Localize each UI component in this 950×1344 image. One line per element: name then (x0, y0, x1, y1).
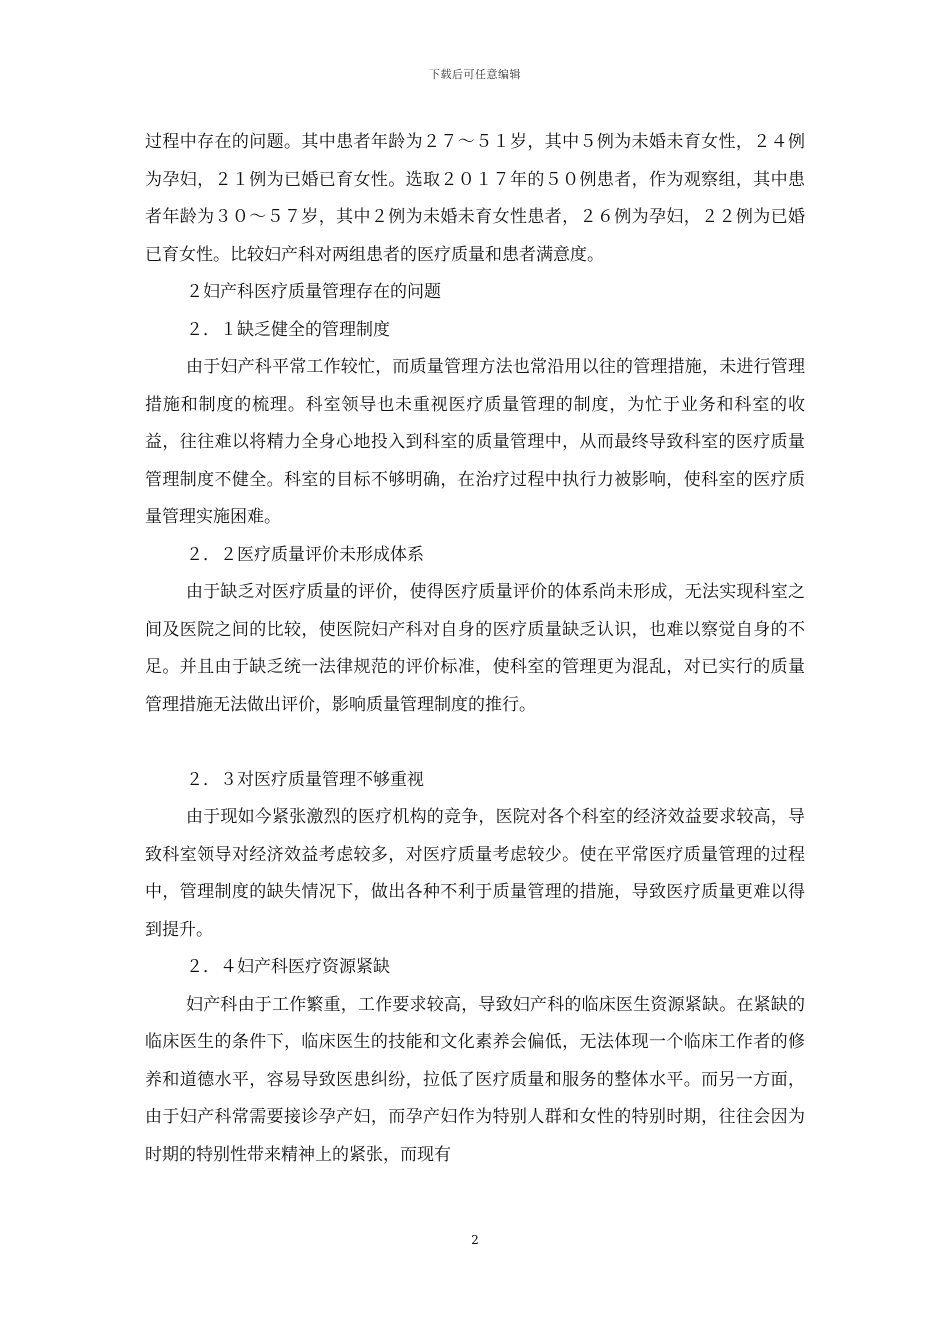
subsection-heading: ２．２医疗质量评价未形成体系 (186, 544, 424, 565)
paragraph: 妇产科由于工作繁重，工作要求较高，导致妇产科的临床医生资源紧缺。在紧缺的临床医生的条件下，临床医生的技能和文化素养会偏低，无法体现一个临床工作者的修养和道德水平，容易导致医患纠纷，拉低了医疗质量和服务的整体水平。而另一方面，由于妇产科常需要接诊孕产妇，而孕产妇作为特别人群和女性的特别时期，往往会因为时期的特别性带来精神上的紧张，而现有 (145, 994, 805, 1165)
blank-line (145, 724, 805, 762)
paragraph: 由于妇产科平常工作较忙，而质量管理方法也常沿用以往的管理措施，未进行管理措施和制度的梳理。科室领导也未重视医疗质量管理的制度，为忙于业务和科室的收益，往往难以将精力全身心地投入到科室的质量管理中，从而最终导致科室的医疗质量管理制度不健全。科室的目标不够明确，在治疗过程中执行力被影响，使科室的医疗质量管理实施困难。 (145, 357, 805, 527)
page-header: 下载后可任意编辑 (429, 68, 521, 81)
document-body (145, 124, 805, 1174)
subsection-heading: ２．１缺乏健全的管理制度 (186, 319, 390, 340)
paragraph: 由于缺乏对医疗质量的评价，使得医疗质量评价的体系尚未形成，无法实现科室之间及医院之间的比较，使医院妇产科对自身的医疗质量缺乏认识，也难以察觉自身的不足。并且由于缺乏统一法律规范的评价标准，使科室的管理更为混乱，对已实行的质量管理措施无法做出评价，影响质量管理制度的推行。 (145, 582, 805, 715)
subsection-heading: ２．４妇产科医疗资源紧缺 (186, 957, 390, 977)
section-heading: ２妇产科医疗质量管理存在的问题 (186, 282, 441, 302)
page-number: 2 (471, 1233, 479, 1247)
paragraph-continued: 过程中存在的问题。其中患者年龄为２７～５１岁，其中５例为未婚未育女性，２４例为孕妇，２１例为已婚已育女性。选取２０１７年的５０例患者，作为观察组，其中患者年龄为３０～５７岁，其中２例为未婚未育女性患者，２６例为孕妇，２２例为已婚已育女性。比较妇产科对两组患者的医疗质量和患者满意度。 (145, 132, 805, 265)
paragraph: 由于现如今紧张激烈的医疗机构的竞争，医院对各个科室的经济效益要求较高，导致科室领导对经济效益考虑较多，对医疗质量考虑较少。使在平常医疗质量管理的过程中，管理制度的缺失情况下，做出各种不利于质量管理的措施，导致医疗质量更难以得到提升。 (145, 807, 805, 940)
subsection-heading: ２．３对医疗质量管理不够重视 (186, 769, 424, 790)
